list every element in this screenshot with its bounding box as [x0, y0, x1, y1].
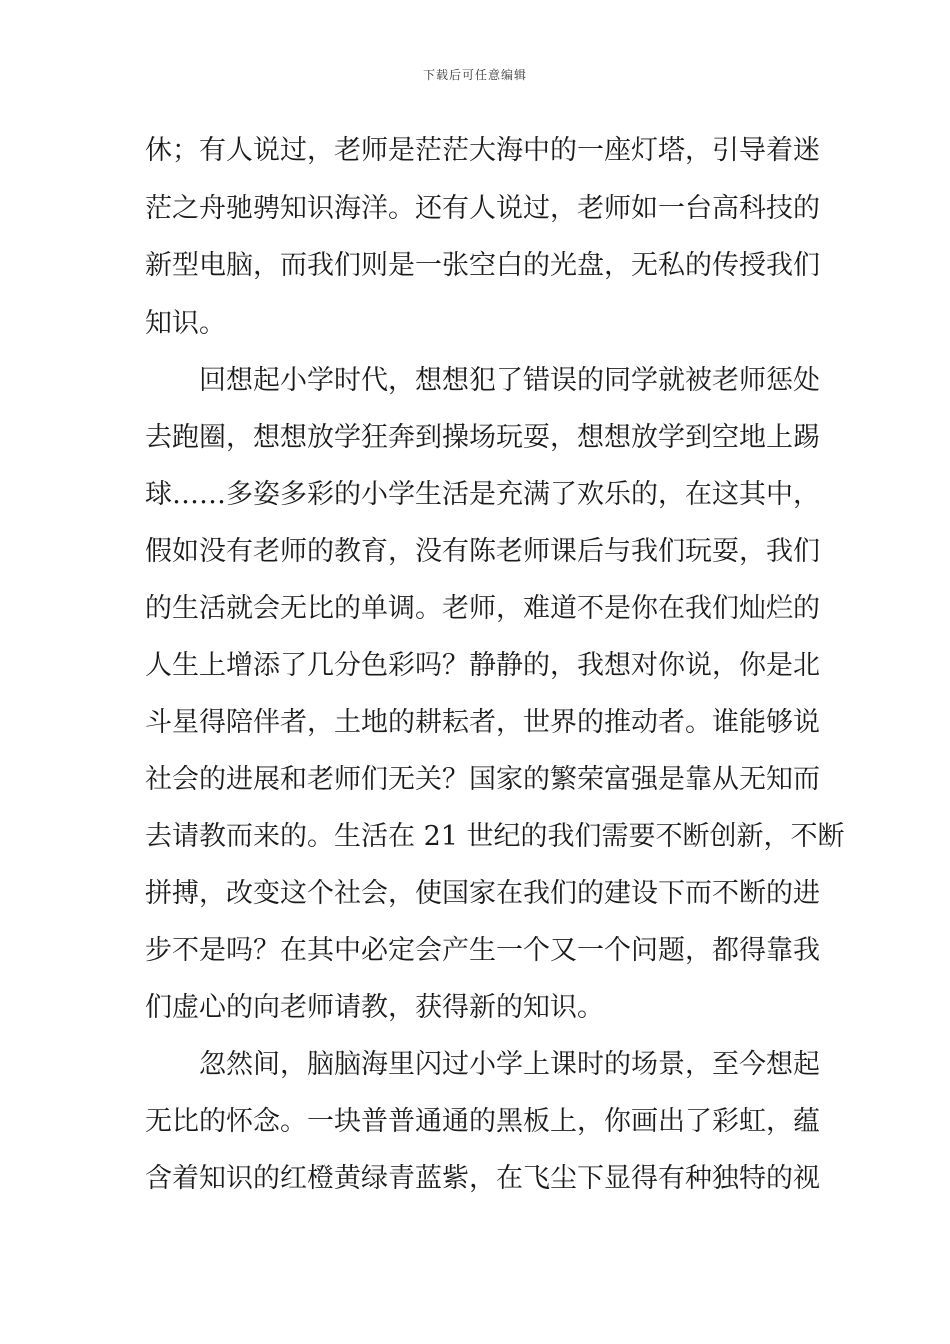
- text-line: 社会的进展和老师们无关？国家的繁荣富强是靠从无知而: [145, 764, 820, 795]
- text-line: 的生活就会无比的单调。老师，难道不是你在我们灿烂的: [145, 593, 820, 624]
- text-line: 知识。: [145, 308, 226, 339]
- text-line: 步不是吗？在其中必定会产生一个又一个问题，都得靠我: [145, 935, 820, 966]
- text-line: 人生上增添了几分色彩吗？静静的，我想对你说，你是北: [145, 650, 820, 681]
- text-line: 去跑圈，想想放学狂奔到操场玩耍，想想放学到空地上踢: [145, 422, 820, 453]
- text-line: 拼搏，改变这个社会，使国家在我们的建设下而不断的进: [145, 878, 820, 909]
- page-header: 下载后可任意编辑: [422, 68, 527, 82]
- text-line: 无比的怀念。一块普普通通的黑板上，你画出了彩虹，蕴: [145, 1106, 820, 1137]
- text-line: 们虚心的向老师请教，获得新的知识。: [145, 992, 604, 1023]
- text-line: 斗星得陪伴者，土地的耕耘者，世界的推动者。谁能够说: [145, 707, 820, 738]
- text-line: 忽然间，脑脑海里闪过小学上课时的场景，至今想起: [199, 1049, 820, 1080]
- text-line: 含着知识的红橙黄绿青蓝紫，在飞尘下显得有种独特的视: [145, 1163, 820, 1194]
- text-line: 回想起小学时代，想想犯了错误的同学就被老师惩处: [199, 365, 820, 396]
- text-line: 去请教而来的。生活在 21 世纪的我们需要不断创新，不断: [145, 821, 845, 852]
- text-line: 新型电脑，而我们则是一张空白的光盘，无私的传授我们: [145, 250, 820, 281]
- text-line: 假如没有老师的教育，没有陈老师课后与我们玩耍，我们: [145, 536, 820, 567]
- text-line: 茫之舟驰骋知识海洋。还有人说过，老师如一台高科技的: [145, 193, 820, 224]
- text-line: 休；有人说过，老师是茫茫大海中的一座灯塔，引导着迷: [145, 135, 820, 166]
- text-line: 球……多姿多彩的小学生活是充满了欢乐的，在这其中，: [145, 479, 820, 510]
